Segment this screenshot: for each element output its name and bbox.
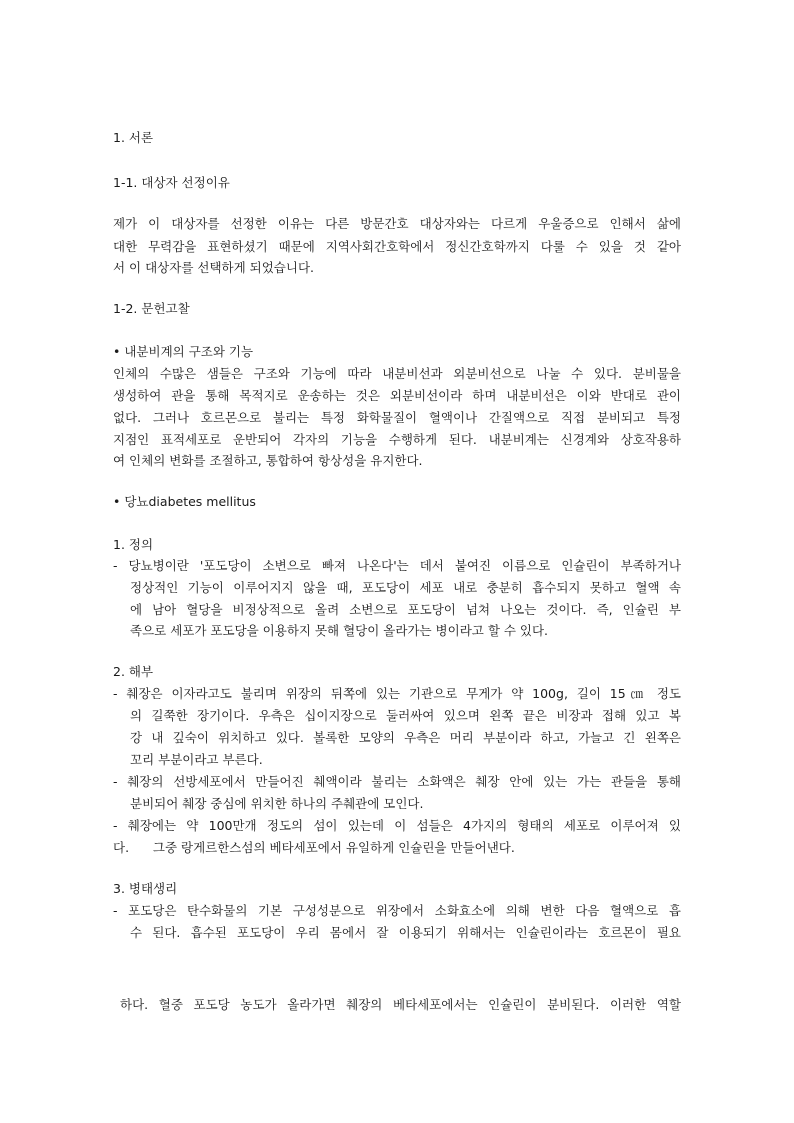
section-1-1-line: 제가 이 대상자를 선정한 이유는 다른 방문간호 대상자와는 다르게 우울증으로 인해서 삶에	[113, 216, 681, 231]
endocrine-line: 인체의 수많은 샘들은 구조와 기능에 따라 내분비선과 외분비선으로 나눌 수 있다. 분비물을	[113, 366, 681, 381]
definition-line: 정상적인 기능이 이루어지지 않을 때, 포도당이 세포 내로 충분히 흡수되지 못하고 혈액 속	[130, 580, 681, 595]
section-1-1-line: 대한 무력감을 표현하셨기 때문에 지역사회간호학에서 정신간호학까지 다룰 수 있을 것 같아	[113, 239, 681, 254]
diabetes-bullet: • 당뇨diabetes mellitus	[113, 494, 256, 509]
endocrine-line: 여 인체의 변화를 조절하고, 통합하여 항상성을 유지한다.	[113, 453, 423, 468]
anatomy-title: 2. 해부	[113, 664, 154, 679]
intro-heading: 1. 서론	[113, 130, 154, 145]
anatomy-line: 다. 그중 랑게르한스섬의 베타세포에서 유일하게 인슐린을 만들어낸다.	[113, 840, 515, 855]
anatomy-line: - 췌장에는 약 100만개 정도의 섬이 있는데 이 섬들은 4가지의 형태의 세포로 이루어져 있	[113, 818, 681, 833]
definition-line: 에 남아 혈당을 비정상적으로 올려 소변으로 포도당이 넘쳐 나오는 것이다. 즉, 인슐린 부	[130, 602, 681, 617]
endocrine-line: 없다. 그러나 호르몬으로 불리는 특정 화학물질이 혈액이나 간질액으로 직접 분비되고 특정	[113, 410, 681, 425]
pathophysiology-line: - 포도당은 탄수화물의 기본 구성성분으로 위장에서 소화효소에 의해 변한 다음 혈액으로 흡	[113, 903, 681, 918]
anatomy-line: - 췌장은 이자라고도 불리며 위장의 뒤쪽에 있는 기관으로 무게가 약 100g, 길이 15㎝ 정도	[113, 686, 681, 701]
anatomy-line: - 췌장의 선방세포에서 만들어진 췌액이라 불리는 소화액은 췌장 안에 있는 가는 관들을 통해	[113, 774, 681, 789]
anatomy-line: 꼬리 부분이라고 부른다.	[130, 752, 263, 767]
definition-line: - 당뇨병이란 '포도당이 소변으로 빠져 나온다'는 데서 붙여진 이름으로 인슐린이 부족하거나	[113, 558, 681, 573]
definition-line: 족으로 세포가 포도당을 이용하지 못해 혈당이 올라가는 병이라고 할 수 있다.	[130, 623, 549, 638]
anatomy-line: 의 길쭉한 장기이다. 우측은 십이지장으로 둘러싸여 있으며 왼쪽 끝은 비장과 접해 있고 복	[130, 708, 681, 723]
anatomy-line: 분비되어 췌장 중심에 위치한 하나의 주췌관에 모인다.	[130, 796, 424, 811]
pathophysiology-title: 3. 병태생리	[113, 881, 178, 896]
section-1-1-title: 1-1. 대상자 선정이유	[113, 175, 230, 190]
pathophysiology-line: 하다. 혈중 포도당 농도가 올라가면 췌장의 베타세포에서는 인슐린이 분비된다. 이러한 역할	[120, 997, 681, 1012]
section-1-1-line: 서 이 대상자를 선택하게 되었습니다.	[113, 260, 314, 275]
endocrine-line: 생성하여 관을 통해 목적지로 운송하는 것은 외분비선이라 하며 내분비선은 이와 반대로 관이	[113, 388, 681, 403]
pathophysiology-line: 수 된다. 흡수된 포도당이 우리 몸에서 잘 이용되기 위해서는 인슐린이라는 호르몬이 필요	[130, 925, 681, 940]
endocrine-line: 지점인 표적세포로 운반되어 각자의 기능을 수행하게 된다. 내분비계는 신경계와 상호작용하	[113, 432, 681, 447]
section-1-2-title: 1-2. 문헌고찰	[113, 301, 190, 316]
endocrine-bullet: • 내분비계의 구조와 기능	[113, 344, 254, 359]
anatomy-line: 강 내 깊숙이 위치하고 있다. 볼록한 모양의 우측은 머리 부분이라 하고, 가늘고 긴 왼쪽은	[130, 730, 681, 745]
definition-title: 1. 정의	[113, 537, 154, 552]
